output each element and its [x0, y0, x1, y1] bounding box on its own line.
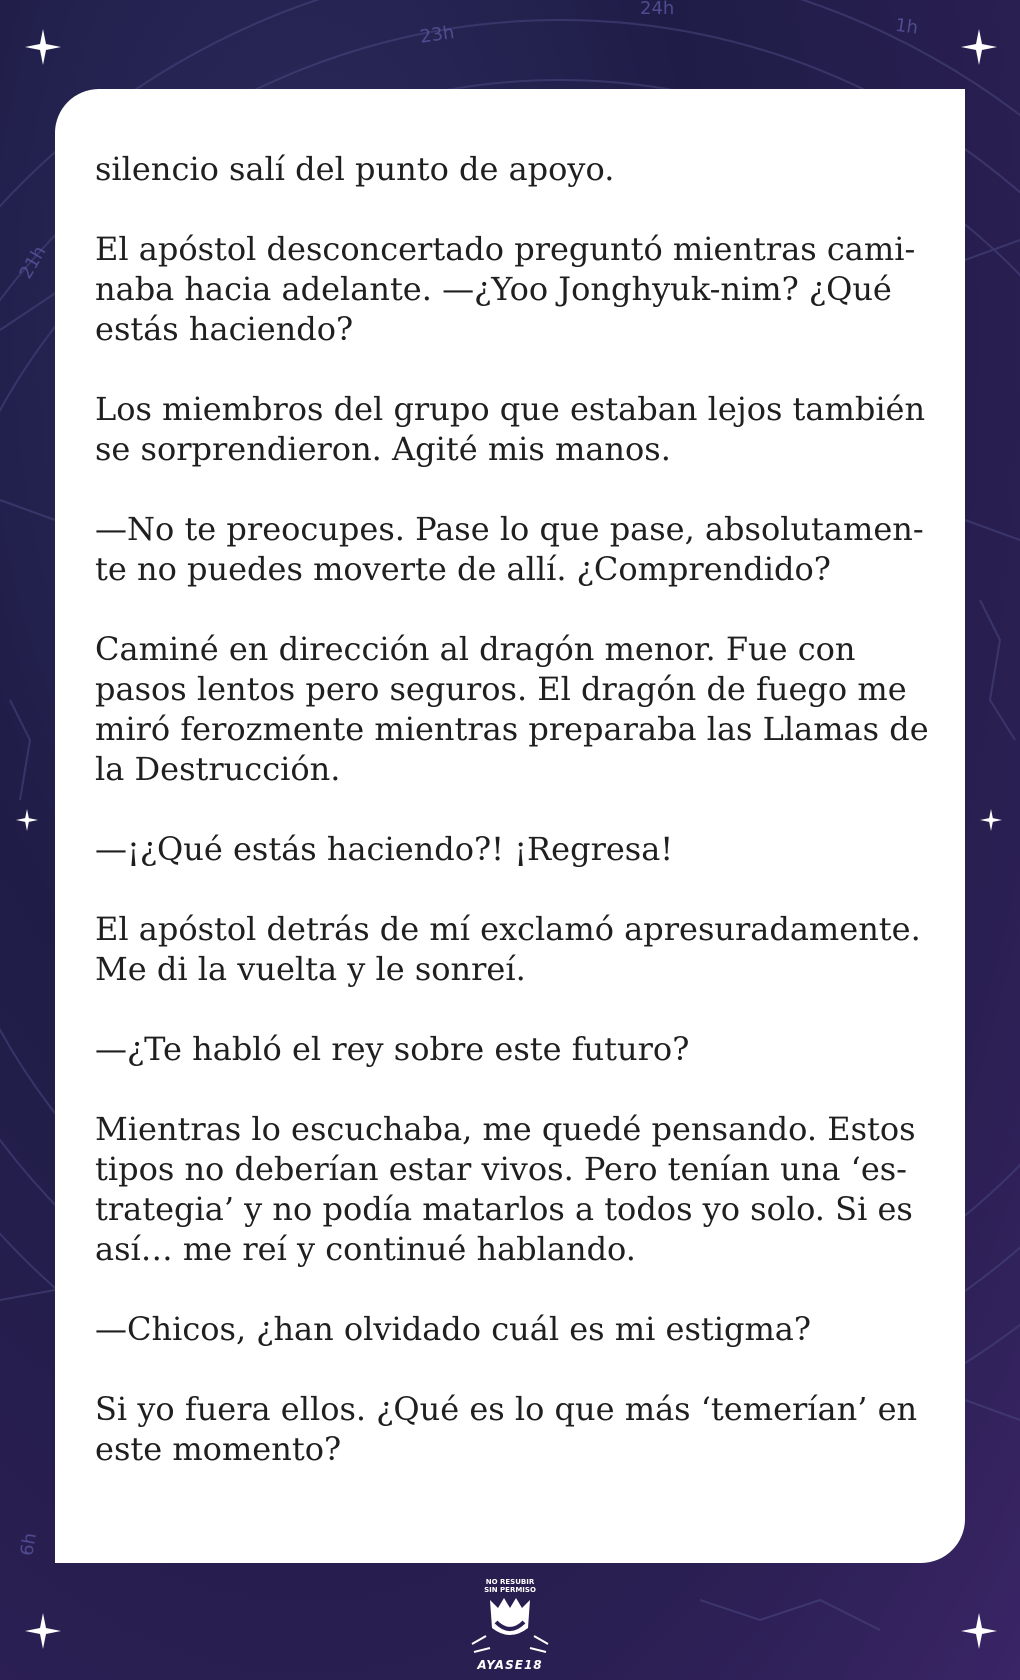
paragraph: —Chicos, ¿han olvidado cuál es mi estigma? [95, 1310, 812, 1348]
paragraph: Mientras lo escuchaba, me quedé pensando. Estos tipos no deberían estar vivos. Pero tenían una ‘es- trategia’ y no podía matarlos a todos yo solo. Si es así… me reí y continué hablando. [95, 1110, 916, 1268]
sparkle-star-icon [16, 809, 38, 831]
paragraph: El apóstol desconcertado preguntó mientras cami- naba hacia adelante. —¿Yoo Jonghyuk-nim? ¿Qué estás haciendo? [95, 230, 916, 348]
paragraph: silencio salí del punto de apoyo. [95, 150, 615, 188]
hour-label-24: 24h [640, 0, 675, 19]
hour-label-1: 1h [893, 14, 920, 39]
sparkle-star-icon [980, 809, 1002, 831]
paragraph: —No te preocupes. Pase lo que pase, absolutamen- te no puedes moverte de allí. ¿Comprendido? [95, 510, 924, 588]
sparkle-star-icon [25, 1613, 61, 1649]
hour-label-21: 21h [15, 242, 51, 283]
paragraph: Caminé en dirección al dragón menor. Fue con pasos lentos pero seguros. El dragón de fuego me miró ferozmente mientras preparaba las Llamas de la Destrucción. [95, 630, 929, 788]
sparkle-star-icon [961, 29, 997, 65]
hour-label-23: 23h [418, 22, 456, 48]
paragraph: Los miembros del grupo que estaban lejos también se sorprendieron. Agité mis manos. [95, 390, 926, 468]
watermark-bottom-text: AYASE18 [477, 1658, 543, 1672]
paragraph: Si yo fuera ellos. ¿Qué es lo que más ‘temerían’ en este momento? [95, 1390, 918, 1468]
watermark-top-text: NO RESUBIR SIN PERMISO [484, 1578, 536, 1594]
paragraph: —¡¿Qué estás haciendo?! ¡Regresa! [95, 830, 674, 868]
watermark-logo [450, 1578, 570, 1674]
hour-label-6: 6h [16, 1531, 42, 1558]
paragraph: —¿Te habló el rey sobre este futuro? [95, 1030, 690, 1068]
sparkle-star-icon [961, 1613, 997, 1649]
sparkle-star-icon [25, 29, 61, 65]
text-page-card [55, 89, 965, 1563]
paragraph: El apóstol detrás de mí exclamó apresuradamente. Me di la vuelta y le sonreí. [95, 910, 921, 988]
